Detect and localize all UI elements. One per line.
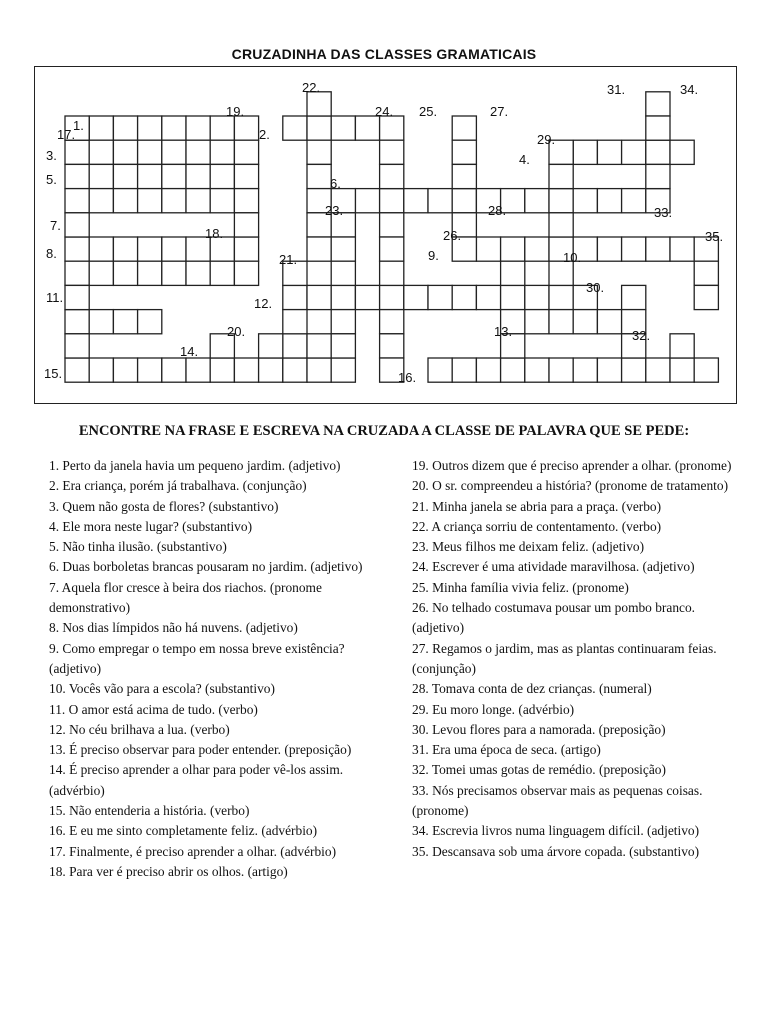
grid-cell[interactable] — [380, 140, 404, 164]
grid-cell[interactable] — [452, 189, 476, 213]
grid-cell[interactable] — [428, 285, 452, 309]
clue-item: 3. Quem não gosta de flores? (substantivo) — [49, 498, 279, 514]
grid-cell[interactable] — [331, 334, 355, 358]
grid-cell[interactable] — [65, 237, 89, 261]
clue-number-label: 8. — [46, 246, 57, 261]
grid-cell[interactable] — [89, 237, 113, 261]
clue-number-label: 17. — [57, 127, 76, 142]
clue-number-label: 22. — [302, 80, 321, 95]
grid-cell[interactable] — [210, 261, 234, 285]
grid-cell[interactable] — [162, 164, 186, 188]
clue-number-label: 23. — [325, 203, 344, 218]
grid-cell[interactable] — [89, 140, 113, 164]
clue-number-label: 4. — [519, 152, 530, 167]
clue-number-label: 32. — [632, 328, 651, 343]
grid-cell[interactable] — [89, 164, 113, 188]
grid-cell[interactable] — [428, 189, 452, 213]
clue-number-label: 30. — [586, 280, 605, 295]
clue-item: 28. Tomava conta de dez crianças. (numeral) — [412, 681, 652, 697]
clue-number-label: 2. — [259, 127, 270, 142]
grid-cell[interactable] — [573, 310, 597, 334]
grid-cell[interactable] — [525, 237, 549, 261]
grid-cell[interactable] — [210, 164, 234, 188]
clue-item: 5. Não tinha ilusão. (substantivo) — [49, 539, 227, 555]
grid-cell[interactable] — [65, 310, 89, 334]
grid-cell[interactable] — [307, 334, 331, 358]
clue-number-label: 29. — [537, 132, 556, 147]
clue-number-label: 27. — [490, 104, 509, 119]
clues-left-column — [49, 456, 394, 882]
clue-item: 19. Outros dizem que é preciso aprender a olhar. (pronome) — [412, 458, 732, 473]
grid-cell[interactable] — [89, 261, 113, 285]
grid-cell[interactable] — [597, 358, 621, 382]
grid-cell[interactable] — [622, 358, 646, 382]
grid-cell[interactable] — [525, 310, 549, 334]
grid-cell[interactable] — [670, 334, 694, 358]
grid-cell[interactable] — [65, 261, 89, 285]
grid-cell[interactable] — [307, 285, 331, 309]
clue-number-label: 9. — [428, 248, 439, 263]
crossword-grid — [0, 0, 768, 410]
grid-cell[interactable] — [501, 261, 525, 285]
clue-item: 20. O sr. compreendeu a história? (pronome de tratamento) — [412, 478, 729, 494]
grid-cell[interactable] — [380, 116, 404, 140]
grid-cell[interactable] — [380, 237, 404, 261]
grid-cell[interactable] — [65, 140, 89, 164]
grid-cell[interactable] — [670, 237, 694, 261]
grid-cell[interactable] — [380, 285, 404, 309]
grid-cell[interactable] — [646, 92, 670, 116]
grid-cell[interactable] — [210, 358, 234, 382]
grid-cell[interactable] — [331, 116, 355, 140]
grid-cell[interactable] — [113, 237, 137, 261]
clue-item: 33. Nós precisamos observar mais as pequenas coisas. (pronome) — [412, 782, 703, 819]
clue-item: 17. Finalmente, é preciso aprender a olhar. (advérbio) — [49, 843, 337, 859]
clue-item: 21. Minha janela se abria para a praça. (verbo) — [412, 498, 662, 514]
grid-cell[interactable] — [307, 237, 331, 261]
grid-cell[interactable] — [65, 189, 89, 213]
grid-cell[interactable] — [186, 358, 210, 382]
clue-item: 23. Meus filhos me deixam feliz. (adjetivo) — [412, 539, 645, 555]
clue-item: 4. Ele mora neste lugar? (substantivo) — [49, 518, 253, 534]
clue-number-label: 15. — [44, 366, 63, 381]
grid-cell[interactable] — [138, 189, 162, 213]
grid-cell[interactable] — [113, 164, 137, 188]
clue-item: 8. Nos dias límpidos não há nuvens. (adjetivo) — [49, 620, 298, 636]
grid-cell[interactable] — [355, 285, 379, 309]
clue-item: 7. Aquela flor cresce à beira dos riachos. (pronome demonstrativo) — [49, 579, 322, 616]
grid-cell[interactable] — [573, 358, 597, 382]
grid-cell[interactable] — [259, 358, 283, 382]
grid-cell[interactable] — [307, 164, 331, 188]
grid-cell[interactable] — [283, 285, 307, 309]
clue-number-label: 21. — [279, 252, 298, 267]
clue-item: 16. E eu me sinto completamente feliz. (advérbio) — [49, 823, 318, 839]
grid-cell[interactable] — [234, 237, 258, 261]
grid-cell[interactable] — [234, 189, 258, 213]
clue-item: 24. Escrever é uma atividade maravilhosa. (adjetivo) — [412, 559, 695, 575]
grid-cell[interactable] — [234, 116, 258, 140]
clue-item: 30. Levou flores para a namorada. (preposição) — [412, 721, 666, 737]
grid-cell[interactable] — [186, 189, 210, 213]
grid-cell[interactable] — [622, 237, 646, 261]
clue-number-label: 12. — [254, 296, 273, 311]
grid-cell[interactable] — [113, 261, 137, 285]
grid-cell[interactable] — [234, 140, 258, 164]
grid-cell[interactable] — [694, 261, 718, 285]
grid-cell[interactable] — [646, 116, 670, 140]
grid-cell[interactable] — [186, 140, 210, 164]
grid-cell[interactable] — [89, 310, 113, 334]
clue-number-label: 7. — [50, 218, 61, 233]
grid-cell[interactable] — [234, 213, 258, 237]
clue-item: 18. Para ver é preciso abrir os olhos. (artigo) — [49, 863, 288, 879]
grid-cell[interactable] — [89, 189, 113, 213]
grid-cell[interactable] — [113, 358, 137, 382]
clue-number-label: 26. — [443, 228, 462, 243]
grid-cell[interactable] — [113, 310, 137, 334]
grid-cell[interactable] — [307, 116, 331, 140]
grid-cell[interactable] — [622, 189, 646, 213]
grid-cell[interactable] — [138, 358, 162, 382]
grid-cell[interactable] — [549, 310, 573, 334]
grid-cell[interactable] — [331, 237, 355, 261]
grid-cell[interactable] — [162, 116, 186, 140]
grid-cell[interactable] — [307, 92, 331, 116]
grid-cell[interactable] — [549, 164, 573, 188]
clue-number-label: 13. — [494, 324, 513, 339]
grid-cell[interactable] — [234, 164, 258, 188]
grid-cell[interactable] — [259, 334, 283, 358]
grid-cell[interactable] — [452, 164, 476, 188]
grid-cell[interactable] — [380, 213, 404, 237]
grid-cell[interactable] — [113, 140, 137, 164]
clue-item: 26. No telhado costumava pousar um pombo branco. (adjetivo) — [412, 600, 696, 636]
grid-cell[interactable] — [404, 189, 428, 213]
clue-number-label: 10. — [563, 250, 582, 265]
grid-cell[interactable] — [138, 237, 162, 261]
grid-cell[interactable] — [162, 358, 186, 382]
clue-number-label: 18. — [205, 226, 224, 241]
grid-cell[interactable] — [162, 261, 186, 285]
grid-cell[interactable] — [549, 358, 573, 382]
clue-number-label: 19. — [226, 104, 245, 119]
clue-item: 11. O amor está acima de tudo. (verbo) — [49, 701, 258, 717]
grid-cell[interactable] — [597, 237, 621, 261]
grid-cell[interactable] — [549, 189, 573, 213]
grid-cell[interactable] — [380, 164, 404, 188]
grid-cell[interactable] — [646, 237, 670, 261]
grid-cell[interactable] — [476, 285, 500, 309]
grid-cell[interactable] — [622, 140, 646, 164]
grid-cell[interactable] — [89, 358, 113, 382]
grid-cell[interactable] — [331, 285, 355, 309]
clue-number-label: 11. — [46, 290, 64, 305]
clue-number-label: 5. — [46, 172, 57, 187]
grid-cell[interactable] — [646, 140, 670, 164]
grid-cell[interactable] — [307, 358, 331, 382]
grid-cell[interactable] — [452, 285, 476, 309]
grid-cell[interactable] — [138, 261, 162, 285]
clue-item: 10. Vocês vão para a escola? (substantivo) — [49, 681, 275, 697]
grid-cell[interactable] — [186, 116, 210, 140]
grid-cell[interactable] — [380, 189, 404, 213]
grid-cell[interactable] — [162, 237, 186, 261]
grid-cell[interactable] — [307, 140, 331, 164]
grid-cell[interactable] — [501, 358, 525, 382]
clue-number-label: 3. — [46, 148, 57, 163]
grid-cell[interactable] — [380, 261, 404, 285]
grid-cell[interactable] — [525, 358, 549, 382]
grid-cell[interactable] — [501, 285, 525, 309]
clue-item: 29. Eu moro longe. (advérbio) — [412, 701, 575, 717]
clue-number-label: 1. — [73, 118, 84, 133]
grid-cell[interactable] — [428, 358, 452, 382]
grid-cell[interactable] — [380, 334, 404, 358]
grid-cell[interactable] — [113, 189, 137, 213]
grid-cell[interactable] — [525, 285, 549, 309]
clue-item: 27. Regamos o jardim, mas as plantas continuaram feias. (conjunção) — [412, 640, 717, 676]
grid-cell[interactable] — [65, 164, 89, 188]
clue-item: 2. Era criança, porém já trabalhava. (conjunção) — [49, 478, 307, 494]
grid-cell[interactable] — [452, 358, 476, 382]
grid-cell[interactable] — [670, 358, 694, 382]
clue-item: 15. Não entenderia a história. (verbo) — [49, 803, 250, 819]
clue-item: 1. Perto da janela havia um pequeno jardim. (adjetivo) — [49, 458, 341, 473]
grid-cell[interactable] — [670, 140, 694, 164]
clue-number-label: 31. — [607, 82, 626, 97]
grid-cell[interactable] — [138, 116, 162, 140]
grid-cell[interactable] — [234, 358, 258, 382]
grid-cell[interactable] — [355, 116, 379, 140]
clue-item: 25. Minha família vivia feliz. (pronome) — [412, 579, 629, 595]
grid-cell[interactable] — [622, 285, 646, 309]
grid-cell[interactable] — [597, 189, 621, 213]
grid-cell[interactable] — [331, 261, 355, 285]
grid-cell[interactable] — [476, 358, 500, 382]
clue-item: 9. Como empregar o tempo em nossa breve existência? (adjetivo) — [49, 640, 345, 676]
grid-cell[interactable] — [89, 116, 113, 140]
grid-cell[interactable] — [162, 140, 186, 164]
clue-number-label: 35. — [705, 229, 724, 244]
instruction: ENCONTRE NA FRASE E ESCREVA NA CRUZADA A CLASSE DE PALAVRA QUE SE PEDE: — [78, 423, 690, 439]
clue-number-label: 16. — [398, 370, 417, 385]
grid-cell[interactable] — [597, 310, 621, 334]
clue-number-label: 24. — [375, 104, 394, 119]
clue-number-label: 20. — [227, 324, 246, 339]
grid-cell[interactable] — [501, 237, 525, 261]
clues-right-column — [412, 456, 732, 862]
grid-cell[interactable] — [138, 164, 162, 188]
clue-item: 6. Duas borboletas brancas pousaram no jardim. (adjetivo) — [49, 559, 363, 575]
grid-cell[interactable] — [646, 164, 670, 188]
clue-item: 32. Tomei umas gotas de remédio. (preposição) — [412, 762, 666, 778]
grid-cell[interactable] — [331, 358, 355, 382]
clue-item: 34. Escrevia livros numa linguagem difícil. (adjetivo) — [412, 823, 700, 839]
grid-cell[interactable] — [113, 116, 137, 140]
grid-cell[interactable] — [549, 213, 573, 237]
grid-cell[interactable] — [573, 140, 597, 164]
grid-cell[interactable] — [210, 140, 234, 164]
clue-number-label: 28. — [488, 203, 507, 218]
clue-item: 31. Era uma época de seca. (artigo) — [412, 742, 601, 758]
grid-cell[interactable] — [283, 116, 307, 140]
page-title: CRUZADINHA DAS CLASSES GRAMATICAIS — [231, 46, 537, 62]
grid-cell[interactable] — [597, 140, 621, 164]
grid-cell[interactable] — [65, 213, 89, 237]
clue-item: 22. A criança sorriu de contentamento. (verbo) — [412, 518, 662, 534]
grid-cell[interactable] — [186, 261, 210, 285]
clue-item: 12. No céu brilhava a lua. (verbo) — [49, 721, 230, 737]
grid-cell[interactable] — [186, 164, 210, 188]
grid-cell[interactable] — [138, 140, 162, 164]
grid-cell[interactable] — [476, 237, 500, 261]
clue-item: 13. É preciso observar para poder entender. (preposição) — [49, 742, 352, 758]
clue-number-label: 6. — [330, 176, 341, 191]
grid-cell[interactable] — [694, 285, 718, 309]
grid-cell[interactable] — [549, 285, 573, 309]
grid-cell[interactable] — [525, 189, 549, 213]
grid-cell[interactable] — [65, 285, 89, 309]
grid-cell[interactable] — [452, 140, 476, 164]
clue-number-label: 14. — [180, 344, 199, 359]
grid-cell[interactable] — [646, 358, 670, 382]
grid-cell[interactable] — [65, 358, 89, 382]
grid-cell[interactable] — [283, 310, 307, 334]
grid-cell[interactable] — [380, 310, 404, 334]
grid-cell[interactable] — [331, 310, 355, 334]
grid-cell[interactable] — [404, 285, 428, 309]
grid-cell[interactable] — [162, 189, 186, 213]
grid-cell[interactable] — [234, 261, 258, 285]
grid-cell[interactable] — [573, 189, 597, 213]
clue-item: 35. Descansava sob uma árvore copada. (substantivo) — [412, 843, 700, 859]
clue-number-label: 33. — [654, 205, 673, 220]
clue-item: 14. É preciso aprender a olhar para poder vê-los assim. (advérbio) — [49, 762, 344, 798]
grid-cell[interactable] — [65, 334, 89, 358]
grid-cell[interactable] — [452, 116, 476, 140]
grid-cell[interactable] — [210, 189, 234, 213]
grid-cell[interactable] — [283, 334, 307, 358]
grid-cell[interactable] — [694, 358, 718, 382]
clue-number-label: 34. — [680, 82, 699, 97]
clue-number-label: 25. — [419, 104, 438, 119]
grid-cell[interactable] — [283, 358, 307, 382]
grid-cell[interactable] — [138, 310, 162, 334]
grid-cell[interactable] — [355, 189, 379, 213]
grid-cell[interactable] — [210, 116, 234, 140]
